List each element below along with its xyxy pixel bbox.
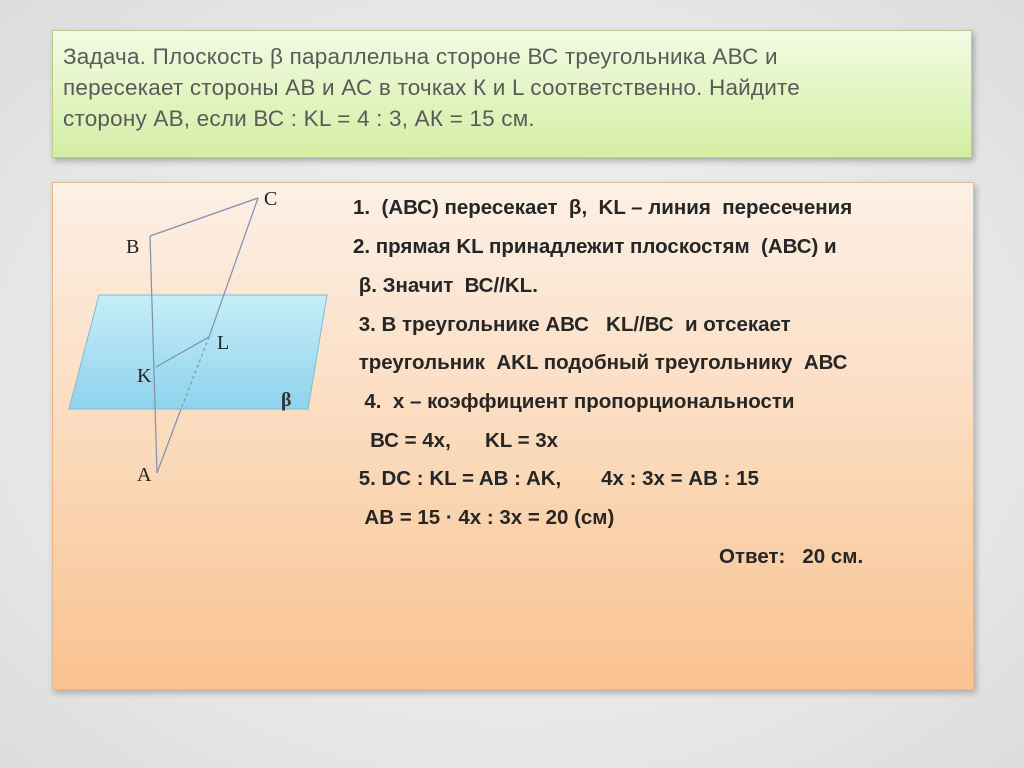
task-line-1: Задача. Плоскость β параллельна стороне ВС треугольника АВС и xyxy=(63,44,778,69)
solution-step-5: треугольник AKL подобный треугольнику АВС xyxy=(353,351,848,374)
answer-text: Ответ: 20 см. xyxy=(719,545,864,568)
solution-panel xyxy=(52,182,974,690)
solution-step-8: 5. DC : KL = AB : AK, 4х : 3х = АВ : 15 xyxy=(353,467,759,490)
solution-step-3: β. Значит ВС//KL. xyxy=(353,274,538,297)
geometry-drawing xyxy=(53,183,353,503)
solution-step-9: АВ = 15 · 4х : 3х = 20 (см) xyxy=(353,506,615,529)
label-l: L xyxy=(217,332,230,354)
label-b: B xyxy=(126,236,140,258)
solution-step-1: 1. (АВС) пересекает β, KL – линия пересечения xyxy=(353,196,853,219)
solution-step-6: 4. х – коэффициент пропорциональности xyxy=(353,390,795,413)
task-line-2: пересекает стороны АВ и АС в точках К и L соответственно. Найдите xyxy=(63,75,800,100)
segment-b-c xyxy=(150,198,258,236)
segment-a-c-lower xyxy=(157,409,181,473)
solution-step-4: 3. В треугольнике АВС KL//ВС и отсекает xyxy=(353,313,791,336)
task-panel xyxy=(52,30,972,158)
label-beta: β xyxy=(281,389,292,411)
geometry-figure xyxy=(53,183,353,503)
label-k: K xyxy=(137,365,152,387)
task-line-3: сторону АВ, если ВС : KL = 4 : 3, АК = 15 см. xyxy=(63,106,535,131)
solution-step-7: ВС = 4х, KL = 3х xyxy=(353,429,559,452)
label-a: A xyxy=(137,464,152,486)
solution-step-2: 2. прямая KL принадлежит плоскостям (АВС) и xyxy=(353,235,837,258)
label-c: C xyxy=(264,188,278,210)
